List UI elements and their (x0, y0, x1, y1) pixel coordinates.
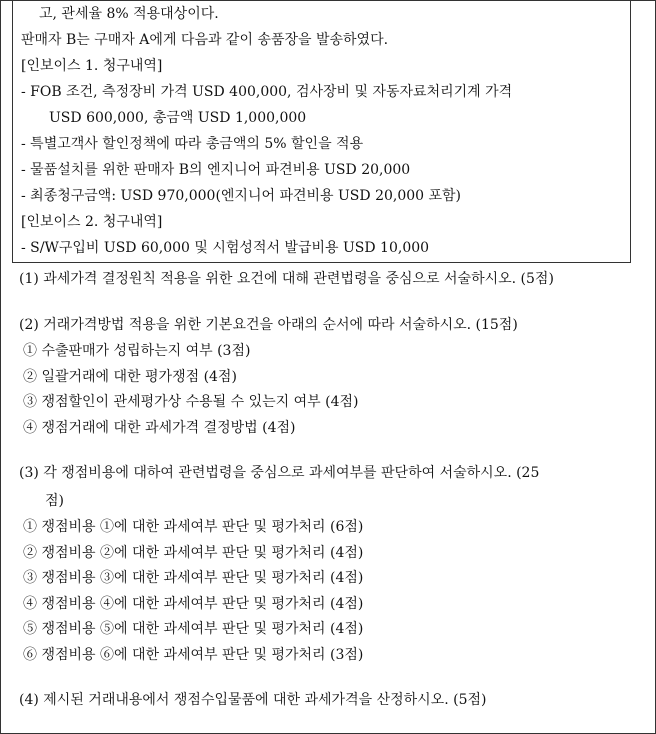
invoice-1-item-fob-cont: USD 600,000, 총금액 USD 1,000,000 (49, 110, 307, 126)
question-3-item: ⑥ 쟁점비용 ⑥에 대한 과세여부 판단 및 평가처리 (3점) (23, 646, 364, 663)
question-2-item: ① 수출판매가 성립하는지 여부 (3점) (23, 343, 251, 359)
case-line-tariff: 고, 관세율 8% 적용대상이다. (39, 6, 219, 22)
question-3-item: ② 쟁점비용 ②에 대한 과세여부 판단 및 평가처리 (4점) (23, 544, 364, 561)
question-2-title: (2) 거래가격방법 적용을 위한 기본요건을 아래의 순서에 따라 서술하시오. (15점) (19, 317, 518, 333)
question-3-title-cont: 점) (45, 493, 64, 509)
question-3-item: ① 쟁점비용 ①에 대한 과세여부 판단 및 평가처리 (6점) (23, 519, 364, 535)
invoice-2-item-sw: - S/W구입비 USD 60,000 및 시험성적서 발급비용 USD 10,000 (21, 240, 430, 256)
invoice-1-item-discount: - 특별고객사 할인정책에 따라 총금액의 5% 할인을 적용 (21, 136, 364, 152)
question-2-item: ③ 쟁점할인이 관세평가상 수용될 수 있는지 여부 (4점) (23, 394, 359, 410)
invoice-2-heading: [인보이스 2. 청구내역] (21, 214, 163, 230)
invoice-1-item-fob: - FOB 조건, 측정장비 가격 USD 400,000, 검사장비 및 자동자료처리기계 가격 (21, 84, 513, 100)
question-2-item: ④ 쟁점거래에 대한 과세가격 결정방법 (4점) (23, 419, 296, 436)
case-description-box (12, 1, 631, 263)
question-2-item: ② 일괄거래에 대한 평가쟁점 (4점) (23, 368, 237, 385)
question-3-item: ⑤ 쟁점비용 ⑤에 대한 과세여부 판단 및 평가처리 (4점) (23, 621, 364, 637)
invoice-1-item-final: - 최종청구금액: USD 970,000(엔지니어 파견비용 USD 20,000 포함) (21, 188, 462, 204)
question-3-item: ③ 쟁점비용 ③에 대한 과세여부 판단 및 평가처리 (4점) (23, 570, 364, 586)
question-3-title: (3) 각 쟁점비용에 대하여 관련법령을 중심으로 과세여부를 판단하여 서술하시오. (25 (19, 465, 540, 481)
invoice-1-item-engineer: - 물품설치를 위한 판매자 B의 엔지니어 파견비용 USD 20,000 (21, 162, 411, 178)
question-1: (1) 과세가격 결정원칙 적용을 위한 요건에 대해 관련법령을 중심으로 서술하시오. (5점) (19, 271, 554, 287)
question-3-item: ④ 쟁점비용 ④에 대한 과세여부 판단 및 평가처리 (4점) (23, 595, 364, 612)
invoice-1-heading: [인보이스 1. 청구내역] (21, 58, 163, 74)
case-line-invoice-intro: 판매자 B는 구매자 A에게 다음과 같이 송품장을 발송하였다. (21, 32, 389, 48)
question-list (19, 265, 649, 714)
question-4: (4) 제시된 거래내용에서 쟁점수입물품에 대한 과세가격을 산정하시오. (5점) (19, 692, 487, 708)
